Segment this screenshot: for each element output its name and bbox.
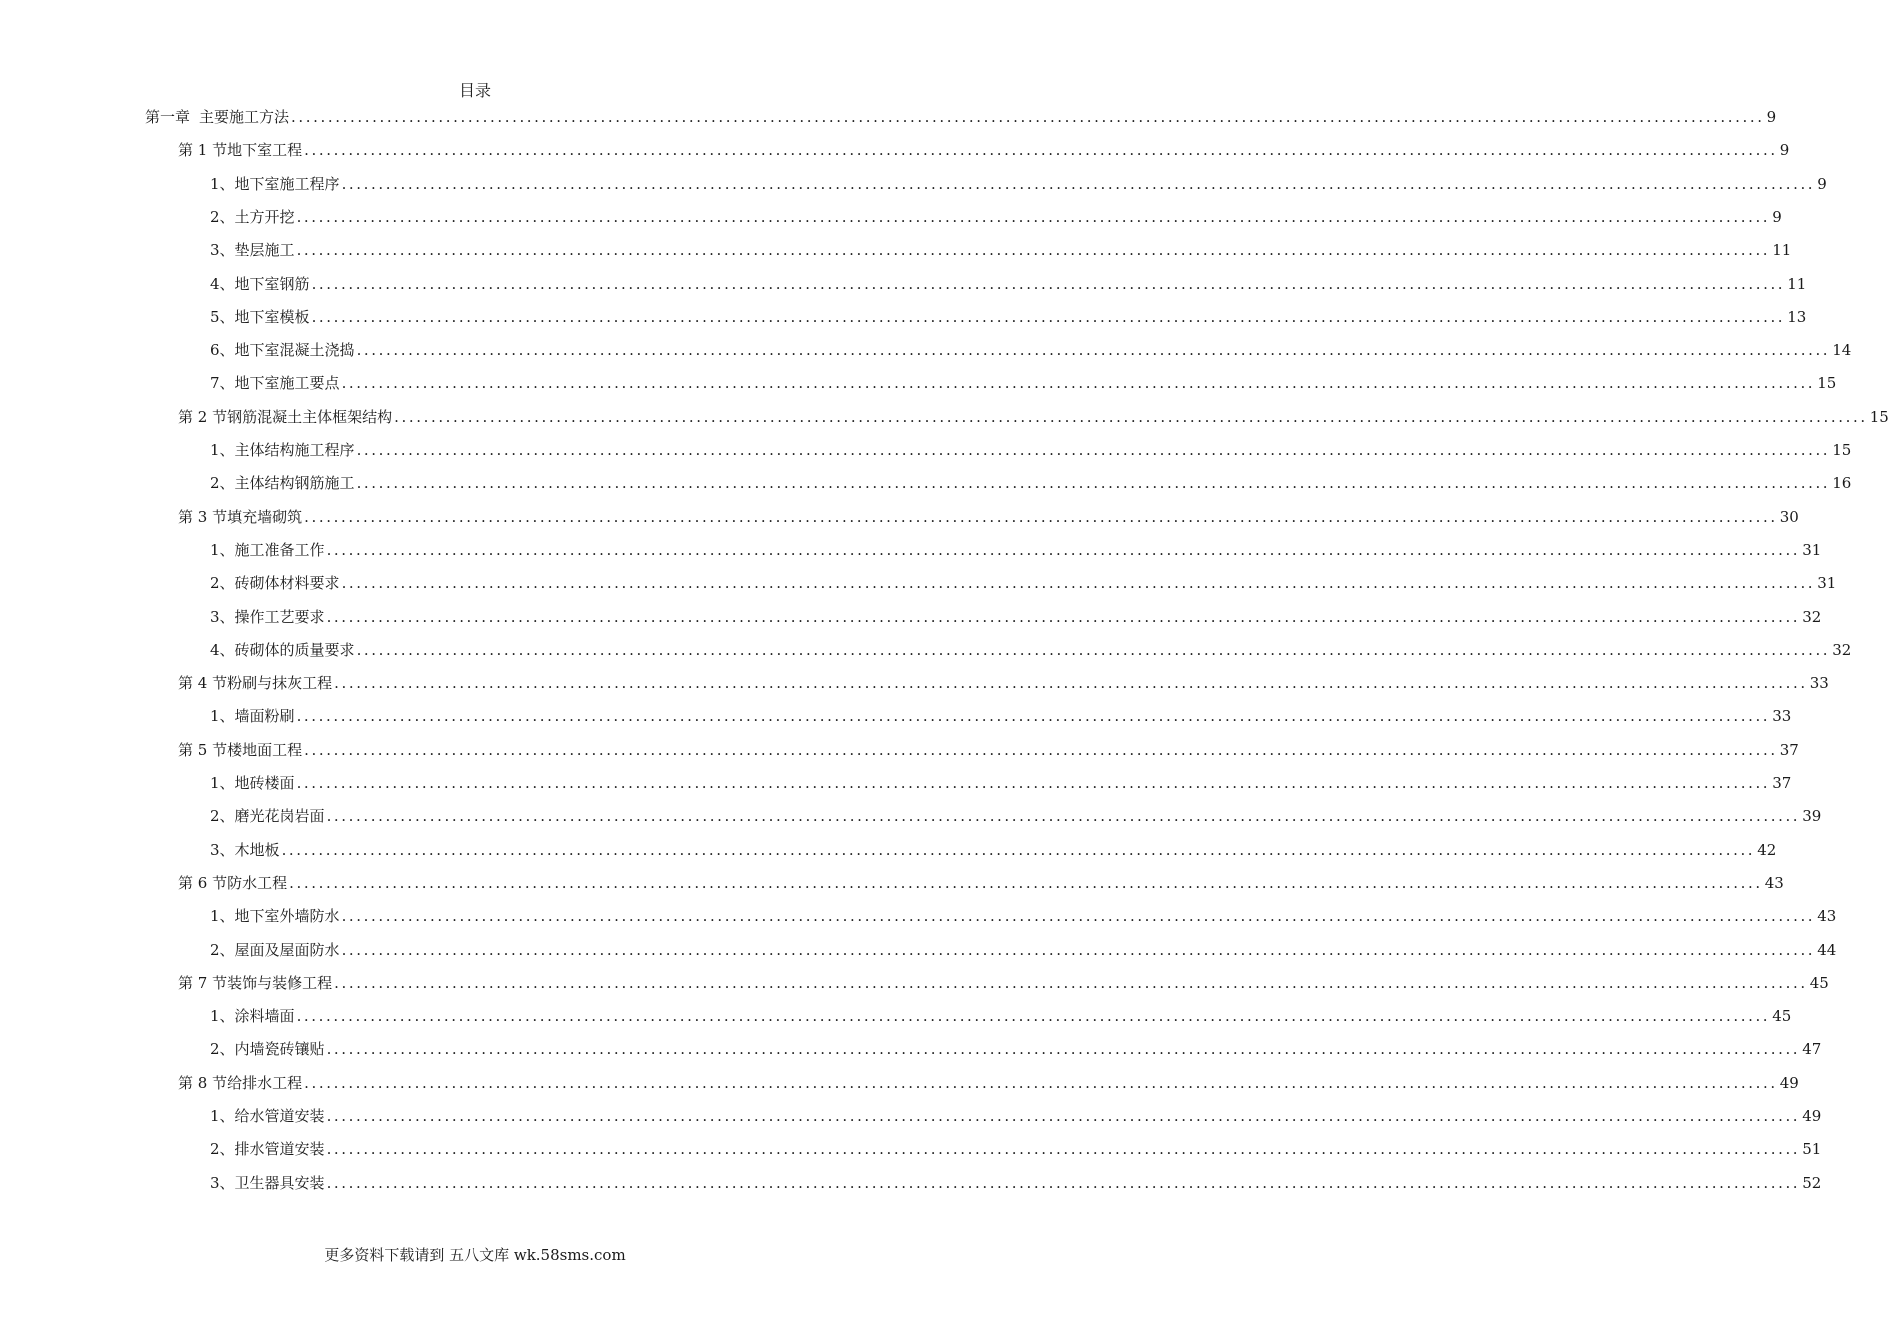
toc-entry-title: 主体结构钢筋施工 bbox=[234, 474, 355, 493]
toc-entry-title: 装饰与装修工程 bbox=[227, 973, 333, 992]
toc-entry-title: 墙面粉刷 bbox=[234, 707, 295, 726]
toc-entry-page: 11 bbox=[1787, 274, 1807, 293]
toc-entry[interactable] bbox=[145, 106, 1777, 128]
toc-entry-page: 37 bbox=[1779, 740, 1799, 759]
toc-entry-title: 防水工程 bbox=[227, 873, 288, 892]
toc-entry-page: 52 bbox=[1802, 1173, 1822, 1192]
toc-entry-title: 卫生器具安装 bbox=[234, 1173, 325, 1192]
toc-entry-title: 地下室钢筋 bbox=[234, 274, 310, 293]
toc-entry[interactable] bbox=[210, 839, 1777, 861]
toc-entry[interactable] bbox=[210, 639, 1852, 661]
dot-leader: ........................................................................................................................................................................................................ bbox=[341, 907, 1816, 926]
toc-entry-number: 1、 bbox=[210, 1007, 235, 1026]
toc-entry-page: 31 bbox=[1802, 540, 1822, 559]
toc-entry-title: 地砖楼面 bbox=[234, 774, 295, 792]
toc-entry[interactable] bbox=[210, 1005, 1792, 1027]
dot-leader: ........................................................................................................................................................................................................ bbox=[341, 574, 1816, 593]
toc-entry[interactable] bbox=[210, 606, 1822, 628]
dot-leader: ........................................................................................................................................................................................................ bbox=[296, 1007, 1771, 1026]
dot-leader: ........................................................................................................................................................................................................ bbox=[311, 307, 1786, 326]
toc-entry-number: 2、 bbox=[210, 207, 235, 226]
toc-entry-page: 9 bbox=[1766, 108, 1777, 126]
toc-entry-number: 2、 bbox=[210, 574, 235, 593]
toc-entry-page: 31 bbox=[1817, 574, 1837, 593]
toc-entry[interactable] bbox=[210, 539, 1822, 561]
dot-leader: ........................................................................................................................................................................................................ bbox=[304, 1073, 1778, 1092]
toc-title: 目录 bbox=[458, 81, 491, 100]
toc-entry-title: 垫层施工 bbox=[234, 241, 295, 260]
toc-entry-number: 第 1 节 bbox=[178, 141, 228, 160]
toc-entry[interactable] bbox=[178, 872, 1784, 894]
dot-leader: ........................................................................................................................................................................................................ bbox=[356, 441, 1831, 459]
dot-leader: ........................................................................................................................................................................................................ bbox=[311, 274, 1786, 293]
toc-entry-number: 1、 bbox=[210, 907, 235, 926]
toc-entry-title: 楼地面工程 bbox=[227, 740, 303, 759]
toc-entry-number: 5、 bbox=[210, 307, 235, 326]
toc-entry-number: 4、 bbox=[210, 640, 235, 659]
toc-entry-title: 地下室工程 bbox=[227, 141, 303, 160]
toc-entry-page: 44 bbox=[1817, 940, 1837, 959]
toc-entry-number: 第 4 节 bbox=[178, 674, 228, 693]
toc-entry-number: 3、 bbox=[210, 607, 235, 626]
toc-entry-page: 45 bbox=[1809, 973, 1829, 992]
toc-entry-page: 37 bbox=[1772, 774, 1792, 792]
toc-entry-page: 33 bbox=[1772, 707, 1792, 726]
dot-leader: ........................................................................................................................................................................................................ bbox=[304, 507, 1778, 526]
toc-entry-page: 13 bbox=[1787, 307, 1807, 326]
toc-entry[interactable] bbox=[178, 739, 1799, 761]
toc-entry-title: 砖砌体的质量要求 bbox=[234, 640, 355, 659]
toc-entry-title: 给水管道安装 bbox=[234, 1107, 325, 1125]
toc-entry[interactable] bbox=[210, 1172, 1822, 1194]
toc-entry[interactable] bbox=[210, 306, 1807, 328]
toc-entry[interactable] bbox=[178, 672, 1829, 694]
toc-entry[interactable] bbox=[210, 206, 1782, 228]
toc-entry-number: 1、 bbox=[210, 707, 235, 726]
dot-leader: ........................................................................................................................................................................................................ bbox=[341, 174, 1816, 193]
dot-leader: ........................................................................................................................................................................................................ bbox=[304, 740, 1778, 759]
toc-entry[interactable] bbox=[210, 805, 1822, 827]
toc-entry-title: 木地板 bbox=[234, 840, 280, 859]
toc-entry-page: 14 bbox=[1832, 341, 1852, 360]
toc-entry[interactable] bbox=[210, 572, 1837, 594]
toc-entry-title: 涂料墙面 bbox=[234, 1007, 295, 1026]
dot-leader: ........................................................................................................................................................................................................ bbox=[281, 840, 1756, 859]
toc-entry[interactable] bbox=[210, 439, 1852, 461]
dot-leader: ........................................................................................................................................................................................................ bbox=[289, 873, 1763, 892]
toc-entry-page: 15 bbox=[1817, 374, 1837, 393]
toc-entry-number: 7、 bbox=[210, 374, 235, 393]
toc-entry-title: 钢筋混凝土主体框架结构 bbox=[227, 407, 393, 426]
toc-entry[interactable] bbox=[210, 339, 1852, 361]
dot-leader: ........................................................................................................................................................................................................ bbox=[326, 607, 1801, 626]
toc-entry-number: 1、 bbox=[210, 774, 235, 792]
dot-leader: ........................................................................................................................................................................................................ bbox=[334, 674, 1808, 693]
toc-entry-page: 42 bbox=[1757, 840, 1777, 859]
footer-note: 更多资料下载请到 五八文库 wk.58sms.com bbox=[324, 1246, 626, 1264]
toc-entry-number: 4、 bbox=[210, 274, 235, 293]
toc-entry-page: 9 bbox=[1772, 207, 1782, 226]
toc-entry-title: 主体结构施工程序 bbox=[234, 441, 355, 459]
toc-entry[interactable] bbox=[178, 972, 1829, 994]
toc-entry-number: 6、 bbox=[210, 341, 235, 360]
toc-entry-title: 地下室施工程序 bbox=[234, 174, 340, 193]
toc-entry-number: 第 7 节 bbox=[178, 973, 228, 992]
toc-entry-number: 2、 bbox=[210, 940, 235, 959]
toc-entry-page: 49 bbox=[1802, 1107, 1822, 1125]
toc-entry-title: 操作工艺要求 bbox=[234, 607, 325, 626]
toc-entry-number: 第 3 节 bbox=[178, 507, 228, 526]
dot-leader: ........................................................................................................................................................................................................ bbox=[326, 1107, 1801, 1125]
toc-entry-number: 第一章 bbox=[145, 108, 191, 126]
dot-leader: ........................................................................................................................................................................................................ bbox=[326, 540, 1801, 559]
dot-leader: ........................................................................................................................................................................................................ bbox=[356, 341, 1831, 360]
toc-entry[interactable] bbox=[210, 173, 1827, 195]
dot-leader: ........................................................................................................................................................................................................ bbox=[296, 207, 1771, 226]
dot-leader: ........................................................................................................................................................................................................ bbox=[296, 774, 1771, 792]
toc-entry-number: 1、 bbox=[210, 441, 235, 459]
toc-entry-title: 地下室外墙防水 bbox=[234, 907, 340, 926]
toc-entry-number: 第 5 节 bbox=[178, 740, 228, 759]
toc-entry[interactable] bbox=[210, 905, 1837, 927]
toc-entry-page: 15 bbox=[1869, 407, 1889, 426]
toc-entry-title: 粉刷与抹灰工程 bbox=[227, 674, 333, 693]
toc-entry-number: 第 8 节 bbox=[178, 1073, 228, 1092]
toc-entry[interactable] bbox=[210, 372, 1837, 394]
toc-entry[interactable] bbox=[210, 472, 1852, 494]
toc-entry-number: 3、 bbox=[210, 241, 235, 260]
toc-entry-page: 9 bbox=[1779, 141, 1790, 160]
toc-entry[interactable] bbox=[210, 1138, 1822, 1160]
toc-entry-page: 15 bbox=[1832, 441, 1852, 459]
toc-entry-number: 3、 bbox=[210, 840, 235, 859]
toc-entry-title: 填充墙砌筑 bbox=[227, 507, 303, 526]
toc-entry-number: 2、 bbox=[210, 474, 235, 493]
toc-entry-title: 地下室施工要点 bbox=[234, 374, 340, 393]
toc-entry-number: 2、 bbox=[210, 1040, 235, 1059]
toc-entry-page: 32 bbox=[1832, 640, 1852, 659]
toc-entry-page: 32 bbox=[1802, 607, 1822, 626]
toc-entry-title: 内墙瓷砖镶贴 bbox=[234, 1040, 325, 1059]
toc-entry-page: 47 bbox=[1802, 1040, 1822, 1059]
toc-entry-number: 2、 bbox=[210, 807, 235, 826]
toc-entry[interactable] bbox=[210, 939, 1837, 961]
toc-entry-page: 11 bbox=[1772, 241, 1792, 260]
dot-leader: ........................................................................................................................................................................................................ bbox=[296, 707, 1771, 726]
toc-entry[interactable] bbox=[210, 273, 1807, 295]
toc-entry-title: 给排水工程 bbox=[227, 1073, 303, 1092]
dot-leader: ........................................................................................................................................................................................................ bbox=[356, 640, 1831, 659]
toc-entry-page: 51 bbox=[1802, 1140, 1822, 1159]
dot-leader: ........................................................................................................................................................................................................ bbox=[341, 374, 1816, 393]
toc-entry-page: 39 bbox=[1802, 807, 1822, 826]
toc-entry-title: 磨光花岗岩面 bbox=[234, 807, 325, 826]
toc-entry-title: 施工准备工作 bbox=[234, 540, 325, 559]
dot-leader: ........................................................................................................................................................................................................ bbox=[291, 108, 1765, 126]
toc-entry[interactable] bbox=[210, 1038, 1822, 1060]
toc-entry-page: 16 bbox=[1832, 474, 1852, 493]
toc-entry-number: 1、 bbox=[210, 174, 235, 193]
toc-entry-title: 砖砌体材料要求 bbox=[234, 574, 340, 593]
toc-entry-title: 地下室混凝土浇捣 bbox=[234, 341, 355, 360]
toc-entry-number: 2、 bbox=[210, 1140, 235, 1159]
dot-leader: ........................................................................................................................................................................................................ bbox=[394, 407, 1868, 426]
toc-entry[interactable] bbox=[178, 1072, 1799, 1094]
toc-entry-page: 43 bbox=[1817, 907, 1837, 926]
dot-leader: ........................................................................................................................................................................................................ bbox=[326, 1140, 1801, 1159]
dot-leader: ........................................................................................................................................................................................................ bbox=[356, 474, 1831, 493]
toc-entry-page: 45 bbox=[1772, 1007, 1792, 1026]
dot-leader: ........................................................................................................................................................................................................ bbox=[334, 973, 1808, 992]
toc-entry-title: 屋面及屋面防水 bbox=[234, 940, 340, 959]
dot-leader: ........................................................................................................................................................................................................ bbox=[341, 940, 1816, 959]
toc-entry-number: 1、 bbox=[210, 1107, 235, 1125]
toc-entry-page: 43 bbox=[1764, 873, 1784, 892]
toc-entry-title: 地下室模板 bbox=[234, 307, 310, 326]
toc-entry[interactable] bbox=[210, 772, 1792, 794]
dot-leader: ........................................................................................................................................................................................................ bbox=[304, 141, 1778, 160]
toc-entry[interactable] bbox=[178, 506, 1799, 528]
toc-entry-page: 49 bbox=[1779, 1073, 1799, 1092]
toc-entry[interactable] bbox=[210, 239, 1792, 261]
toc-entry[interactable] bbox=[178, 139, 1790, 161]
toc-entry-title: 主要施工方法 bbox=[199, 108, 290, 126]
toc-entry[interactable] bbox=[178, 406, 1889, 428]
toc-entry-page: 9 bbox=[1817, 174, 1827, 193]
toc-entry[interactable] bbox=[210, 1105, 1822, 1127]
toc-entry-page: 30 bbox=[1779, 507, 1799, 526]
toc-entry-number: 第 6 节 bbox=[178, 873, 228, 892]
dot-leader: ........................................................................................................................................................................................................ bbox=[326, 807, 1801, 826]
toc-entry-number: 第 2 节 bbox=[178, 407, 228, 426]
toc-entry-number: 1、 bbox=[210, 540, 235, 559]
dot-leader: ........................................................................................................................................................................................................ bbox=[326, 1173, 1801, 1192]
dot-leader: ........................................................................................................................................................................................................ bbox=[296, 241, 1771, 260]
dot-leader: ........................................................................................................................................................................................................ bbox=[326, 1040, 1801, 1059]
toc-entry-number: 3、 bbox=[210, 1173, 235, 1192]
toc-entry[interactable] bbox=[210, 705, 1792, 727]
toc-entry-title: 排水管道安装 bbox=[234, 1140, 325, 1159]
toc-entry-page: 33 bbox=[1809, 674, 1829, 693]
toc-entry-title: 土方开挖 bbox=[234, 207, 295, 226]
